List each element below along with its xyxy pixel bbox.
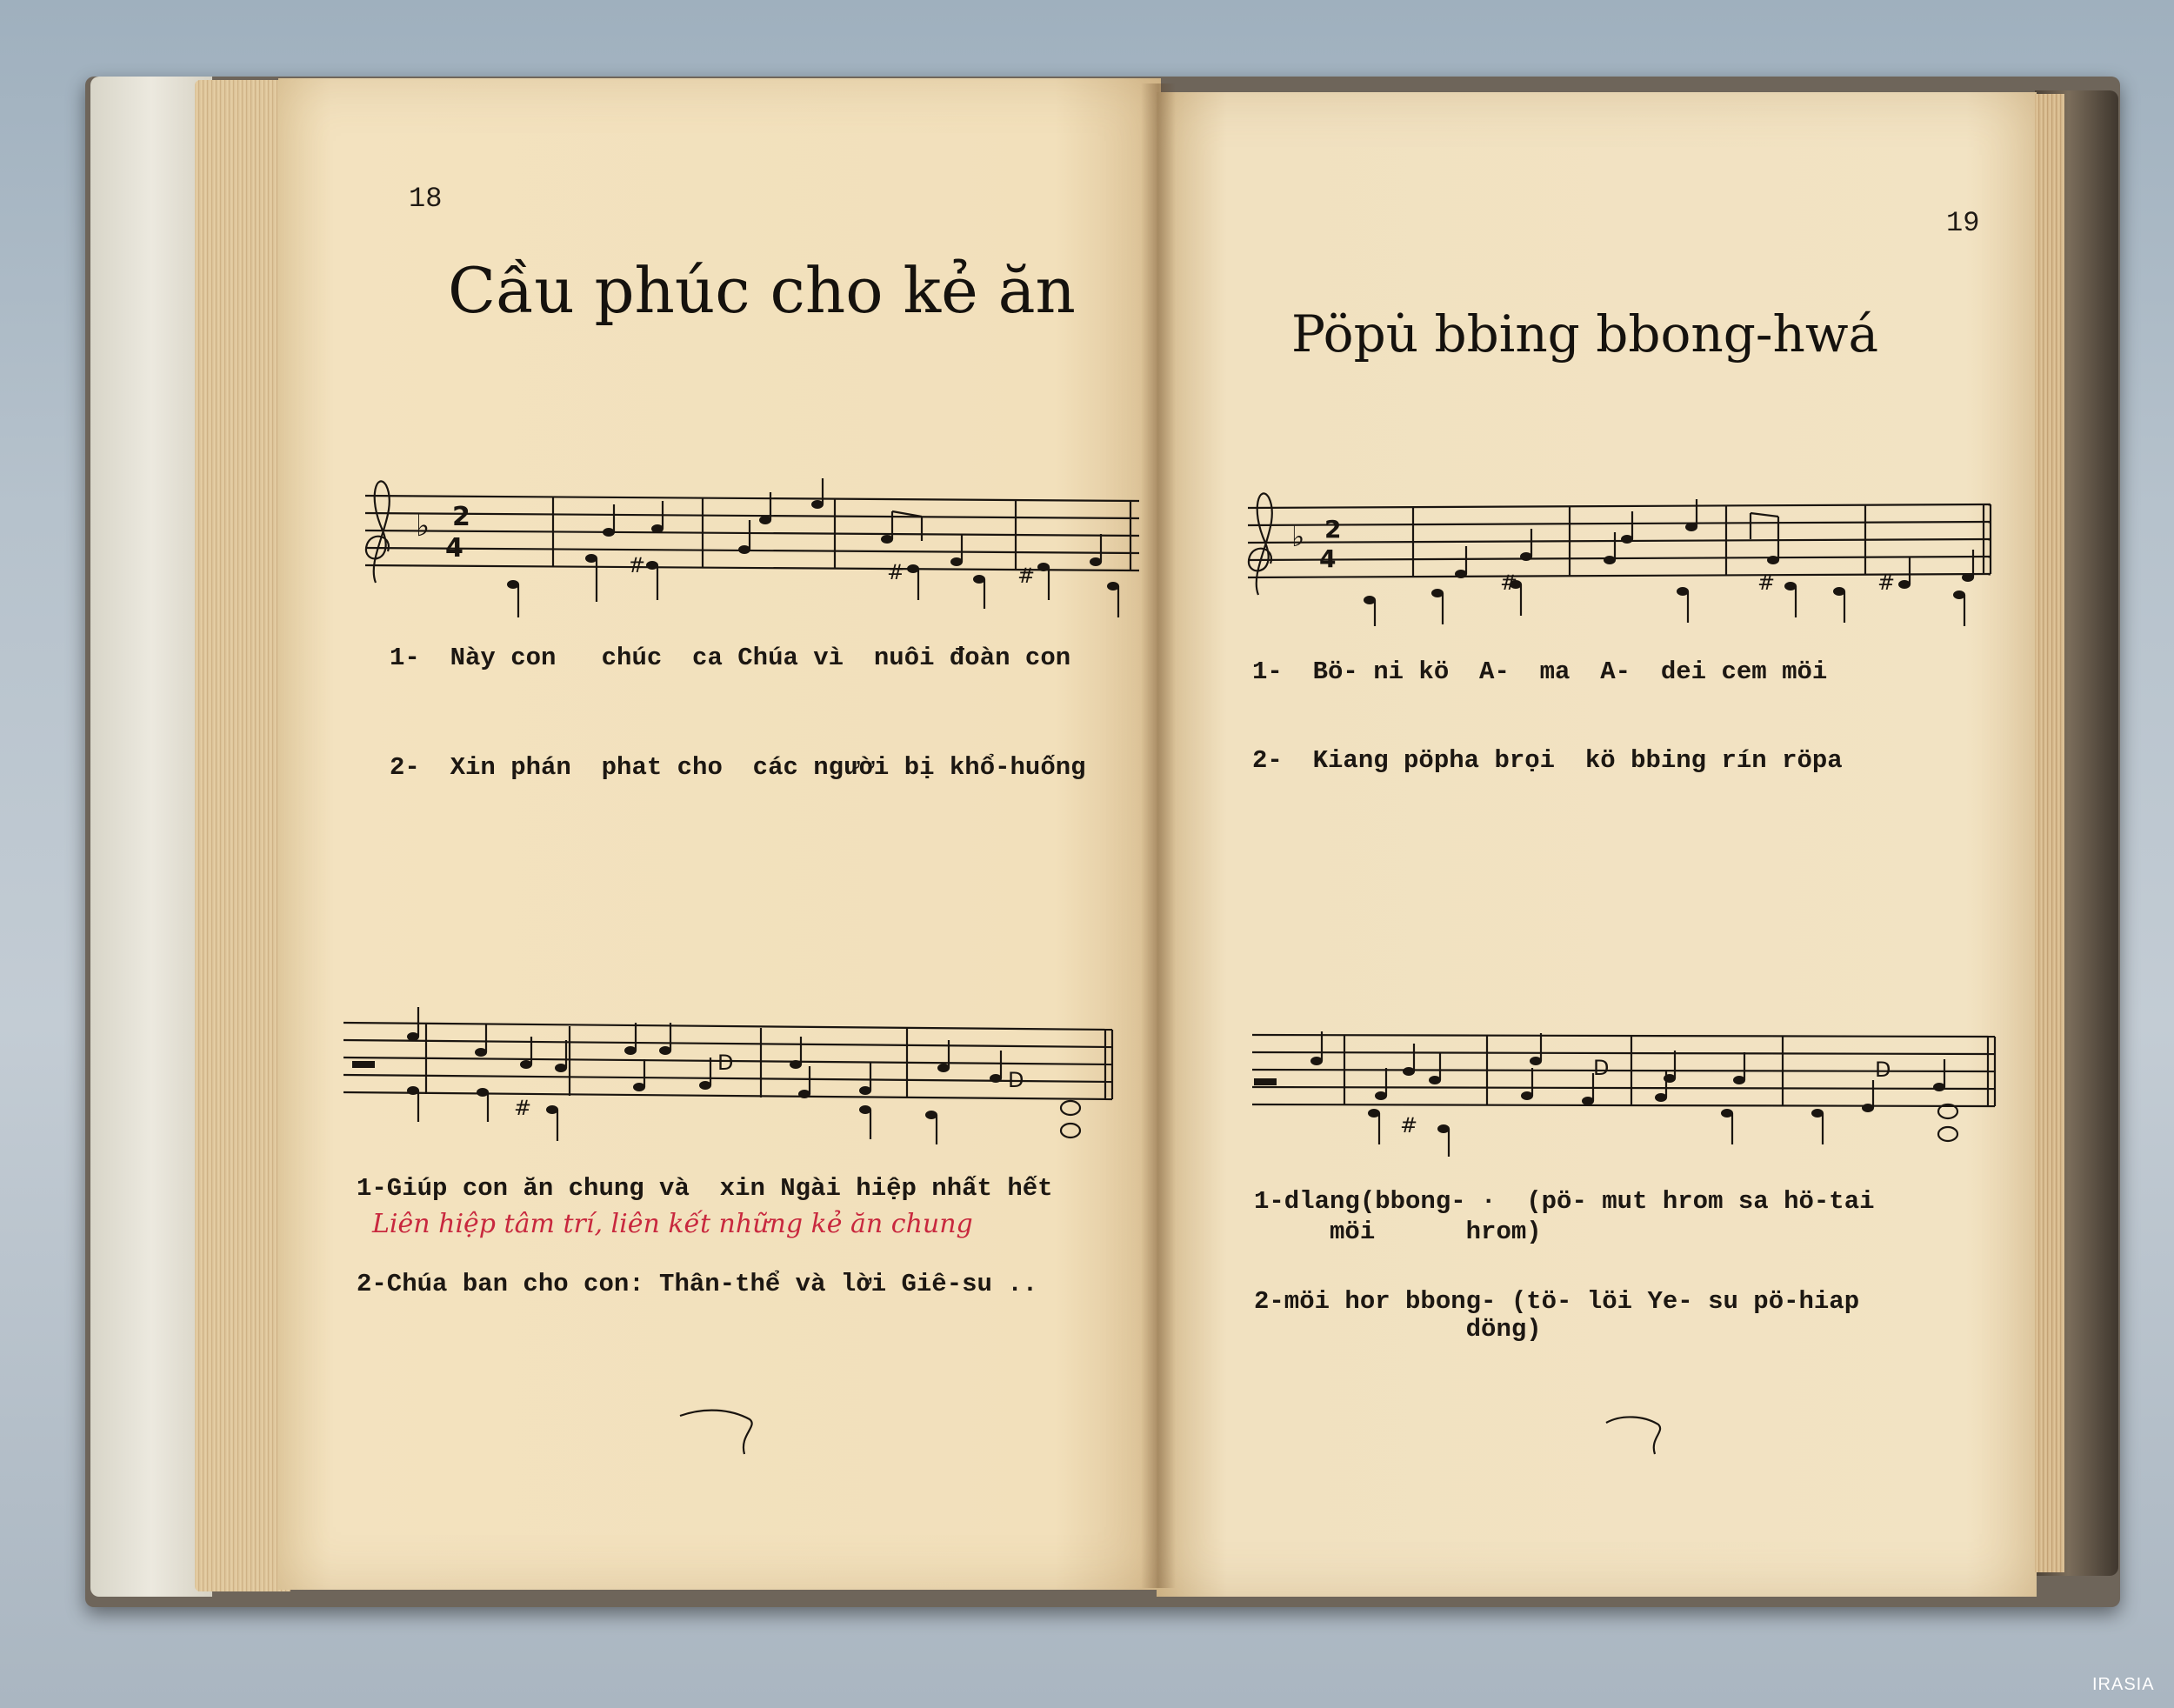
left-music-staff-2 bbox=[343, 1000, 1117, 1148]
left-page-title: Cầu phúc cho kẻ ăn bbox=[448, 254, 1076, 327]
svg-text:#: # bbox=[1877, 570, 1896, 595]
svg-text:#: # bbox=[514, 1096, 532, 1120]
svg-text:D: D bbox=[1875, 1057, 1891, 1082]
right-verse-lower-1-sub: möi hrom) bbox=[1254, 1218, 1542, 1246]
left-verse-upper-1: 1- Này con chúc ca Chúa vì nuôi đoàn con bbox=[390, 644, 1071, 672]
svg-text:#: # bbox=[1400, 1113, 1418, 1138]
book-gutter bbox=[1141, 83, 1176, 1588]
left-verse-lower-2: 2-Chúa ban cho con: Thân-thể và lời Giê-su .. bbox=[357, 1270, 1038, 1298]
watermark-label: IRASIA bbox=[2092, 1675, 2155, 1694]
page-edges-right bbox=[2035, 94, 2064, 1572]
page-edges-left bbox=[195, 80, 290, 1591]
svg-text:#: # bbox=[1017, 564, 1036, 588]
svg-text:#: # bbox=[628, 553, 646, 577]
left-page-end-mark bbox=[678, 1400, 765, 1461]
svg-text:D: D bbox=[1008, 1068, 1024, 1092]
right-music-staff-1 bbox=[1239, 487, 1996, 626]
left-page-number: 18 bbox=[409, 183, 443, 215]
right-verse-lower-1: 1-dlang(bbong- · (pö- mut hrom sa hö-tai bbox=[1254, 1187, 1875, 1216]
right-verse-upper-1: 1- Bö- ni kö A- ma A- dei cem möi bbox=[1252, 657, 1828, 686]
right-page-title: Pöpu̇ bbing bbong-hwá bbox=[1291, 304, 1879, 364]
right-verse-lower-2-sub: döng) bbox=[1254, 1315, 1542, 1344]
left-verse-lower-1: 1-Giúp con ăn chung và xin Ngài hiệp nhất hết bbox=[357, 1174, 1053, 1203]
svg-text:♭: ♭ bbox=[1291, 520, 1305, 553]
handwritten-red-note: Liên hiệp tâm trí, liên kết những kẻ ăn chung bbox=[372, 1209, 973, 1239]
right-page-end-mark bbox=[1604, 1409, 1674, 1461]
book-cover-left bbox=[90, 77, 212, 1597]
svg-text:2: 2 bbox=[452, 502, 470, 532]
svg-text:4: 4 bbox=[1319, 544, 1337, 573]
right-page-number: 19 bbox=[1946, 207, 1980, 239]
svg-text:D: D bbox=[1593, 1056, 1610, 1080]
svg-text:#: # bbox=[1757, 570, 1776, 595]
svg-text:4: 4 bbox=[445, 533, 463, 564]
svg-text:D: D bbox=[717, 1051, 734, 1075]
right-verse-upper-2: 2- Kiang pöpha brọi kö bbing rín röpa bbox=[1252, 746, 1843, 775]
right-music-staff-2 bbox=[1252, 1017, 2000, 1165]
right-verse-lower-2: 2-möi hor bbong- (tö- löi Ye- su pö-hiap bbox=[1254, 1287, 1860, 1316]
svg-text:#: # bbox=[887, 560, 905, 584]
left-verse-upper-2: 2- Xin phán phat cho các người bị khổ-huống bbox=[390, 753, 1086, 782]
svg-text:2: 2 bbox=[1324, 515, 1342, 544]
svg-text:#: # bbox=[1500, 570, 1518, 595]
svg-text:♭: ♭ bbox=[416, 509, 430, 544]
left-music-staff-1 bbox=[348, 478, 1148, 617]
